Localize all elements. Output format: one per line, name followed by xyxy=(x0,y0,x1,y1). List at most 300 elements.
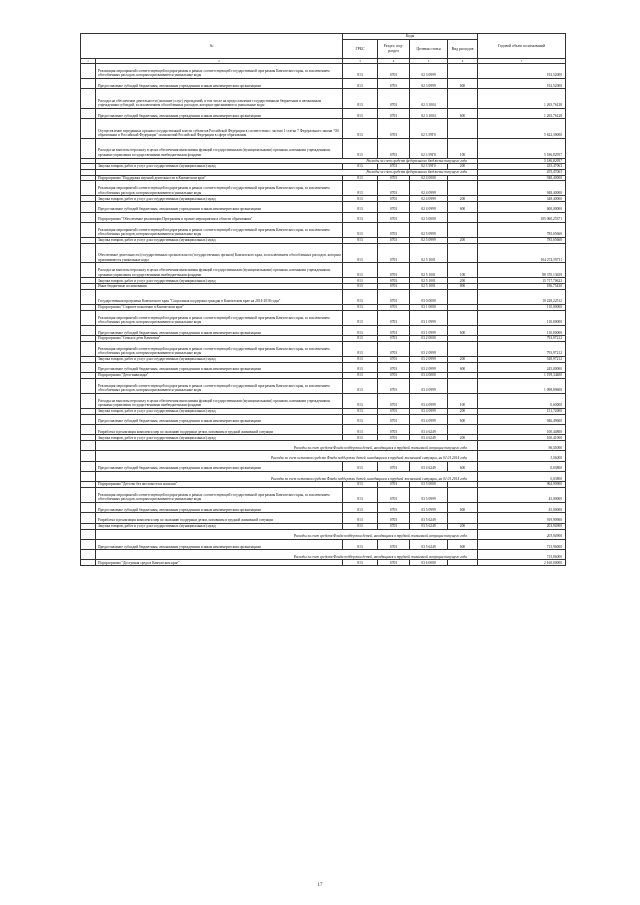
row-expense-type-cell: 600 xyxy=(448,539,478,549)
row-amount-cell: 192,52000 xyxy=(478,79,566,89)
row-expense-type-cell: 100 xyxy=(448,393,478,408)
row-expense-type-cell: 600 xyxy=(448,461,478,471)
row-name-cell: Подпрограмма "Семья и дети Камчатки" xyxy=(96,336,343,342)
row-amount-cell: 203,94900 xyxy=(478,523,566,529)
row-grbs-cell: 813 xyxy=(343,263,378,278)
row-razdel-cell: 0703 xyxy=(378,181,410,196)
row-grbs-cell: 813 xyxy=(343,435,378,441)
row-razdel-cell: 0703 xyxy=(378,539,410,549)
row-target-article-cell: 03 4 0999 xyxy=(410,408,448,414)
row-name-cell: Реализация мероприятий соответствующей подпрограммы в рамках соответствующей государственной программы Камчатского края, за исключением обособленных расходов, которым присваиваются уникальные коды xyxy=(96,222,343,237)
row-amount-cell: 186,75430 xyxy=(478,284,566,290)
table-row xyxy=(81,310,566,325)
table-row xyxy=(81,461,566,471)
row-grbs-cell: 813 xyxy=(343,243,378,263)
row-name-cell: Предоставление субсидий бюджетным, автономным учреждениям и иным некоммерческим организациям xyxy=(96,539,343,549)
row-name-cell: Подпрограмма "Доступная среда в Камчатском крае" xyxy=(96,560,343,566)
funding-note-amount: 96,55000 xyxy=(478,441,566,451)
row-amount-cell: 110,00000 xyxy=(478,304,566,310)
row-name-cell: Государственная программа Камчатского края "Социальная поддержка граждан в Камчатском крае на 2014-2018 годы" xyxy=(96,289,343,304)
row-expense-type-cell: 100 xyxy=(448,263,478,278)
table-row xyxy=(81,539,566,549)
row-name-cell: Закупка товаров, работ и услуг для государственных (муниципальных) нужд xyxy=(96,523,343,529)
row-name-cell: Расходы на выплаты персоналу в целях обеспечения выполнения функций государственными (муниципальными) органами, казенными учреждениями, органами управления государственными внебюджетными фондами xyxy=(96,263,343,278)
row-target-article-cell: 02 5 1001 xyxy=(410,284,448,290)
table-row xyxy=(81,79,566,89)
funding-note-text: Расходы за счет средств Фонда поддержки детей, находящихся в трудной жизненной ситуации текущего года xyxy=(96,529,478,539)
table-row xyxy=(81,560,566,566)
row-name-cell: Предоставление субсидий бюджетным, автономным учреждениям и иным некоммерческим организациям xyxy=(96,503,343,513)
row-expense-type-cell xyxy=(448,212,478,222)
row-razdel-cell: 0703 xyxy=(378,435,410,441)
header-index: 7 xyxy=(478,59,566,64)
table-row xyxy=(81,503,566,513)
row-amount-cell: 245,00000 xyxy=(478,362,566,372)
row-name-cell: Подпрограмма "Старшее поколение в Камчатском крае" xyxy=(96,304,343,310)
row-name-cell: Закупка товаров, работ и услуг для государственных (муниципальных) нужд xyxy=(96,196,343,202)
row-grbs-cell: 813 xyxy=(343,523,378,529)
row-target-article-cell: 03 4 6249 xyxy=(410,425,448,435)
row-razdel-cell: 0703 xyxy=(378,196,410,202)
row-name-cell: Закупка товаров, работ и услуг для государственных (муниципальных) нужд xyxy=(96,356,343,362)
row-name-cell: Реализация мероприятий соответствующей подпрограммы в рамках соответствующей государственной программы Камчатского края, за исключением обособленных расходов, которым присваиваются уникальные коды xyxy=(96,378,343,393)
row-expense-type-cell xyxy=(448,560,478,566)
row-amount-cell: 0,03800 xyxy=(478,461,566,471)
row-razdel-cell: 0703 xyxy=(378,175,410,181)
row-number-cell xyxy=(81,310,96,325)
row-expense-type-cell: 200 xyxy=(448,164,478,170)
row-expense-type-cell: 600 xyxy=(448,202,478,212)
row-grbs-cell: 813 xyxy=(343,341,378,356)
funding-note-amount: 435,47063 xyxy=(478,169,566,175)
row-amount-cell: 1 265,76128 xyxy=(478,89,566,109)
row-razdel-cell: 0703 xyxy=(378,325,410,335)
row-target-article-cell: 03 1 0999 xyxy=(410,310,448,325)
table-row xyxy=(81,362,566,372)
funding-note-row xyxy=(81,451,566,461)
header-expense-type: Вид расходов xyxy=(448,40,478,59)
row-amount-cell: 1 265,76128 xyxy=(478,108,566,118)
row-amount-cell: 793,97212 xyxy=(478,336,566,342)
row-expense-type-cell xyxy=(448,64,478,79)
row-name-cell: Разработка и реализация комплекса мер по оказанию поддержки детям, попавшим в трудной жизненной ситуации xyxy=(96,513,343,523)
row-amount-cell: 919,90900 xyxy=(478,513,566,523)
row-razdel-cell: 0703 xyxy=(378,304,410,310)
table-row xyxy=(81,378,566,393)
table-row xyxy=(81,181,566,196)
funding-note-text: Расходы за счет остатков средств Фонда поддержки детей, находящихся в трудной жизненной ситуации, на 01.01.2014 года xyxy=(96,472,478,482)
row-number-cell xyxy=(81,119,96,139)
row-grbs-cell: 813 xyxy=(343,304,378,310)
row-target-article-cell: 03 5 6249 xyxy=(410,513,448,523)
row-target-article-cell: 02 3 59Г0 xyxy=(410,164,448,170)
row-grbs-cell: 813 xyxy=(343,222,378,237)
row-razdel-cell: 0703 xyxy=(378,278,410,284)
row-number-cell xyxy=(81,325,96,335)
row-razdel-cell: 0703 xyxy=(378,560,410,566)
funding-note-amount: 3,56000 xyxy=(478,451,566,461)
row-name-cell: Подпрограмма "Обеспечение реализации Программы и прочие мероприятия в области образования" xyxy=(96,212,343,222)
row-expense-type-cell: 200 xyxy=(448,196,478,202)
row-amount-cell: 785,65660 xyxy=(478,222,566,237)
row-name-cell: Предоставление субсидий бюджетным, автономным учреждениям и иным некоммерческим организациям xyxy=(96,202,343,212)
row-name-cell: Предоставление субсидий бюджетным, автономным учреждениям и иным некоммерческим организациям xyxy=(96,79,343,89)
funding-note-text: Расходы за счет средств федерального бюджета текущего года xyxy=(96,169,478,175)
row-razdel-cell: 0703 xyxy=(378,356,410,362)
row-name-cell: Закупка товаров, работ и услуг для государственных (муниципальных) нужд xyxy=(96,408,343,414)
row-name-cell: Закупка товаров, работ и услуг для государственных (муниципальных) нужд xyxy=(96,435,343,441)
row-razdel-cell: 0703 xyxy=(378,64,410,79)
row-grbs-cell: 813 xyxy=(343,325,378,335)
row-expense-type-cell: 600 xyxy=(448,414,478,424)
header-grbs: ГРБС xyxy=(343,40,378,59)
row-razdel-cell: 0703 xyxy=(378,284,410,290)
row-expense-type-cell: 600 xyxy=(448,503,478,513)
funding-note-amount: 5 186,82957 xyxy=(478,158,566,164)
header-index: 4 xyxy=(378,59,410,64)
row-razdel-cell: 0703 xyxy=(378,461,410,471)
row-target-article-cell: 02 4 0000 xyxy=(410,175,448,181)
row-expense-type-cell xyxy=(448,341,478,356)
table-row xyxy=(81,64,566,79)
row-number-cell xyxy=(81,378,96,393)
row-target-article-cell: 02 5 0999 xyxy=(410,237,448,243)
row-target-article-cell: 03 4 0999 xyxy=(410,378,448,393)
row-amount-cell: 600,00000 xyxy=(478,202,566,212)
table-row xyxy=(81,222,566,237)
row-amount-cell: 1 199,34400 xyxy=(478,373,566,379)
row-name-cell: Разработка и реализация комплекса мер по оказанию поддержки детям, попавшим в трудной жизненной ситуации xyxy=(96,425,343,435)
row-number-cell xyxy=(81,289,96,304)
row-number-cell xyxy=(81,202,96,212)
row-number-cell xyxy=(81,472,96,482)
row-number-cell xyxy=(81,461,96,471)
row-grbs-cell: 813 xyxy=(343,560,378,566)
row-expense-type-cell xyxy=(448,310,478,325)
row-grbs-cell: 813 xyxy=(343,164,378,170)
funding-note-row xyxy=(81,529,566,539)
row-razdel-cell: 0703 xyxy=(378,289,410,304)
row-expense-type-cell: 200 xyxy=(448,435,478,441)
row-expense-type-cell: 600 xyxy=(448,362,478,372)
funding-note-text: Расходы за счет остатков средств Фонда поддержки детей, находящихся в трудной жизненной ситуации, на 01.01.2014 года xyxy=(96,451,478,461)
row-razdel-cell: 0703 xyxy=(378,263,410,278)
header-annual-volume: Годовой объем ассигнований xyxy=(478,34,566,59)
row-amount-cell: 105 060,25371 xyxy=(478,212,566,222)
row-name-cell: Предоставление субсидий бюджетным, автономным учреждениям и иным некоммерческим организациям xyxy=(96,414,343,424)
row-name-cell: Закупка товаров, работ и услуг для государственных (муниципальных) нужд xyxy=(96,164,343,170)
row-amount-cell: 948,40000 xyxy=(478,175,566,181)
row-amount-cell: 435,47063 xyxy=(478,164,566,170)
row-amount-cell: 192,52000 xyxy=(478,64,566,79)
row-target-article-cell: 02 5 1001 xyxy=(410,243,448,263)
funding-note-amount: 203,94900 xyxy=(478,529,566,539)
row-amount-cell: 2 160,00000 xyxy=(478,560,566,566)
row-amount-cell: 15 717,70622 xyxy=(478,278,566,284)
funding-note-amount: 715,96000 xyxy=(478,550,566,560)
budget-table-sheet xyxy=(80,33,565,566)
table-row xyxy=(81,341,566,356)
table-row xyxy=(81,263,566,278)
row-name-cell: Предоставление субсидий бюджетным, автономным учреждениям и иным некоммерческим организациям xyxy=(96,461,343,471)
row-grbs-cell: 813 xyxy=(343,79,378,89)
row-expense-type-cell: 200 xyxy=(448,237,478,243)
row-expense-type-cell xyxy=(448,378,478,393)
row-target-article-cell: 02 3 1004 xyxy=(410,108,448,118)
table-row xyxy=(81,108,566,118)
row-razdel-cell: 0703 xyxy=(378,79,410,89)
row-amount-cell: 948,40000 xyxy=(478,181,566,196)
row-number-cell xyxy=(81,425,96,435)
row-number-cell xyxy=(81,263,96,278)
row-number-cell xyxy=(81,539,96,549)
row-number-cell xyxy=(81,414,96,424)
row-number-cell xyxy=(81,550,96,560)
row-name-cell: Подпрограмма "Дети-инвалиды" xyxy=(96,373,343,379)
row-razdel-cell: 0703 xyxy=(378,243,410,263)
row-amount-cell: 10 228,22512 xyxy=(478,289,566,304)
row-number-cell xyxy=(81,441,96,451)
row-grbs-cell: 813 xyxy=(343,64,378,79)
row-expense-type-cell xyxy=(448,89,478,109)
funding-note-row xyxy=(81,441,566,451)
row-amount-cell: 110,00000 xyxy=(478,325,566,335)
row-target-article-cell: 02 5 1001 xyxy=(410,278,448,284)
row-grbs-cell: 813 xyxy=(343,503,378,513)
row-razdel-cell: 0703 xyxy=(378,482,410,488)
row-razdel-cell: 0703 xyxy=(378,373,410,379)
row-name-cell: Расходы на выплаты персоналу в целях обеспечения выполнения функций государственными (муниципальными) органами, казенными учреждениями, органами управления государственными внебюджетными фондами xyxy=(96,393,343,408)
row-razdel-cell: 0703 xyxy=(378,523,410,529)
row-name-cell: Предоставление субсидий бюджетным, автономным учреждениям и иным некоммерческим организациям xyxy=(96,362,343,372)
row-expense-type-cell xyxy=(448,488,478,503)
row-grbs-cell: 813 xyxy=(343,513,378,523)
row-name-cell: Предоставление субсидий бюджетным, автономным учреждениям и иным некоммерческим организациям xyxy=(96,325,343,335)
row-razdel-cell: 0703 xyxy=(378,408,410,414)
row-grbs-cell: 813 xyxy=(343,539,378,549)
row-amount-cell: 5 186,82957 xyxy=(478,138,566,158)
row-expense-type-cell xyxy=(448,513,478,523)
funding-note-amount: 0,03800 xyxy=(478,472,566,482)
row-grbs-cell: 813 xyxy=(343,310,378,325)
row-target-article-cell: 02 5 0000 xyxy=(410,212,448,222)
header-codes: Коды xyxy=(343,34,478,40)
row-razdel-cell: 0703 xyxy=(378,488,410,503)
row-name-cell: Предоставление субсидий бюджетным, автономным учреждениям и иным некоммерческим организациям xyxy=(96,108,343,118)
row-razdel-cell: 0703 xyxy=(378,138,410,158)
row-razdel-cell: 0703 xyxy=(378,513,410,523)
row-grbs-cell: 813 xyxy=(343,175,378,181)
row-grbs-cell: 813 xyxy=(343,336,378,342)
row-razdel-cell: 0703 xyxy=(378,237,410,243)
funding-note-row xyxy=(81,550,566,560)
row-number-cell xyxy=(81,222,96,237)
row-expense-type-cell: 800 xyxy=(448,284,478,290)
row-name-cell: Реализация мероприятий соответствующей подпрограммы в рамках соответствующей государственной программы Камчатского края, за исключением обособленных расходов, которым присваиваются уникальные коды xyxy=(96,488,343,503)
row-number-cell xyxy=(81,513,96,523)
row-expense-type-cell: 600 xyxy=(448,79,478,89)
row-amount-cell: 964,90900 xyxy=(478,482,566,488)
row-number-cell xyxy=(81,488,96,503)
row-expense-type-cell xyxy=(448,222,478,237)
row-grbs-cell: 813 xyxy=(343,378,378,393)
row-name-cell: Расходы на выплаты персоналу в целях обеспечения выполнения функций государственными (муниципальными) органами, казенными учреждениями, органами управления государственными внебюджетными фондами xyxy=(96,138,343,158)
row-expense-type-cell: 200 xyxy=(448,356,478,362)
row-target-article-cell: 03 1 0000 xyxy=(410,304,448,310)
table-row xyxy=(81,202,566,212)
row-grbs-cell: 813 xyxy=(343,108,378,118)
row-number-cell xyxy=(81,138,96,158)
row-expense-type-cell xyxy=(448,425,478,435)
row-number-cell xyxy=(81,529,96,539)
row-expense-type-cell xyxy=(448,181,478,196)
header-index: 1 xyxy=(81,59,96,64)
row-number-cell xyxy=(81,362,96,372)
row-target-article-cell: 03 5 6249 xyxy=(410,523,448,529)
row-grbs-cell: 813 xyxy=(343,138,378,158)
row-grbs-cell: 813 xyxy=(343,461,378,471)
row-name-cell: Реализация мероприятий соответствующей подпрограммы в рамках соответствующей государственной программы Камчатского края, за исключением обособленных расходов, которым присваиваются уникальные коды xyxy=(96,310,343,325)
row-grbs-cell: 813 xyxy=(343,408,378,414)
row-number-cell xyxy=(81,341,96,356)
row-amount-cell: 88 370,13659 xyxy=(478,263,566,278)
row-grbs-cell: 813 xyxy=(343,196,378,202)
row-expense-type-cell xyxy=(448,289,478,304)
row-target-article-cell: 02 3 0999 xyxy=(410,64,448,79)
table-row xyxy=(81,513,566,523)
table-body xyxy=(81,64,566,566)
header-index: 2 xyxy=(96,59,343,64)
row-target-article-cell: 03 5 0999 xyxy=(410,503,448,513)
row-grbs-cell: 813 xyxy=(343,284,378,290)
row-amount-cell: 45,00000 xyxy=(478,488,566,503)
row-amount-cell: 785,65660 xyxy=(478,237,566,243)
row-number-cell xyxy=(81,243,96,263)
row-target-article-cell: 02 5 1001 xyxy=(410,263,448,278)
row-amount-cell: 100,41000 xyxy=(478,435,566,441)
row-number-cell xyxy=(81,89,96,109)
table-row xyxy=(81,243,566,263)
row-target-article-cell: 03 4 0999 xyxy=(410,393,448,408)
table-row xyxy=(81,425,566,435)
row-target-article-cell: 02 3 59Г0 xyxy=(410,138,448,158)
row-razdel-cell: 0703 xyxy=(378,212,410,222)
table-row xyxy=(81,325,566,335)
row-amount-cell: 1 098,89600 xyxy=(478,378,566,393)
row-amount-cell: 104 274,59711 xyxy=(478,243,566,263)
row-target-article-cell: 03 4 6249 xyxy=(410,461,448,471)
row-target-article-cell: 03 2 0999 xyxy=(410,362,448,372)
row-razdel-cell: 0703 xyxy=(378,378,410,393)
table-row xyxy=(81,212,566,222)
row-grbs-cell: 813 xyxy=(343,289,378,304)
row-name-cell: Реализация мероприятий соответствующей подпрограммы в рамках соответствующей государственной программы Камчатского края, за исключением обособленных расходов, которым присваиваются уникальные коды xyxy=(96,341,343,356)
row-grbs-cell: 813 xyxy=(343,414,378,424)
row-target-article-cell: 03 1 0999 xyxy=(410,325,448,335)
row-name-cell: Закупка товаров, работ и услуг для государственных (муниципальных) нужд xyxy=(96,237,343,243)
row-grbs-cell: 813 xyxy=(343,393,378,408)
row-expense-type-cell: 600 xyxy=(448,325,478,335)
funding-note-row xyxy=(81,472,566,482)
row-target-article-cell: 03 6 0000 xyxy=(410,560,448,566)
row-razdel-cell: 0703 xyxy=(378,341,410,356)
row-name-cell: Закупка товаров, работ и услуг для государственных (муниципальных) нужд xyxy=(96,278,343,284)
row-target-article-cell: 03 5 0999 xyxy=(410,488,448,503)
row-razdel-cell: 0703 xyxy=(378,119,410,139)
row-grbs-cell: 813 xyxy=(343,237,378,243)
row-number-cell xyxy=(81,181,96,196)
header-number: № xyxy=(81,34,343,59)
row-amount-cell: 0,60000 xyxy=(478,393,566,408)
row-target-article-cell: 02 3 59Г0 xyxy=(410,119,448,139)
header-razdel: Раздел, под-раздел xyxy=(378,40,410,59)
row-expense-type-cell xyxy=(448,243,478,263)
funding-note-text: Расходы за счет средств федерального бюджета текущего года xyxy=(96,158,478,164)
row-target-article-cell: 03 4 6249 xyxy=(410,435,448,441)
row-target-article-cell: 02 4 0999 xyxy=(410,181,448,196)
row-amount-cell: 946,49600 xyxy=(478,414,566,424)
row-target-article-cell: 03 4 0999 xyxy=(410,414,448,424)
header-target-article: Целевая статья xyxy=(410,40,448,59)
row-target-article-cell: 03 0 0000 xyxy=(410,289,448,304)
row-target-article-cell: 02 5 0999 xyxy=(410,222,448,237)
row-razdel-cell: 0703 xyxy=(378,310,410,325)
row-razdel-cell: 0703 xyxy=(378,202,410,212)
header-index: 3 xyxy=(343,59,378,64)
header-index: 5 xyxy=(410,59,448,64)
table-row xyxy=(81,138,566,158)
row-grbs-cell: 813 xyxy=(343,425,378,435)
row-amount-cell: 793,97212 xyxy=(478,341,566,356)
table-row xyxy=(81,414,566,424)
row-target-article-cell: 03 2 0000 xyxy=(410,336,448,342)
row-amount-cell: 45,00000 xyxy=(478,503,566,513)
row-grbs-cell: 813 xyxy=(343,488,378,503)
table-row xyxy=(81,119,566,139)
table-row xyxy=(81,488,566,503)
row-name-cell: Реализация мероприятий соответствующей подпрограммы в рамках соответствующей государственной программы Камчатского края, за исключением обособленных расходов, которым присваиваются уникальные коды xyxy=(96,181,343,196)
row-grbs-cell: 813 xyxy=(343,202,378,212)
row-target-article-cell: 03 4 0000 xyxy=(410,373,448,379)
row-grbs-cell: 813 xyxy=(343,373,378,379)
row-razdel-cell: 0703 xyxy=(378,425,410,435)
row-target-article-cell: 03 2 0999 xyxy=(410,341,448,356)
budget-table xyxy=(80,33,566,566)
row-target-article-cell: 03 5 0000 xyxy=(410,482,448,488)
row-expense-type-cell: 200 xyxy=(448,408,478,414)
row-grbs-cell: 813 xyxy=(343,482,378,488)
row-name-cell: Иные бюджетные ассигнования xyxy=(96,284,343,290)
row-target-article-cell: 03 2 0999 xyxy=(410,356,448,362)
row-grbs-cell: 813 xyxy=(343,119,378,139)
row-name-cell: Подпрограмма "Поддержка научной деятельности в Камчатском крае" xyxy=(96,175,343,181)
row-number-cell xyxy=(81,79,96,89)
row-number-cell xyxy=(81,451,96,461)
row-amount-cell: 151,72000 xyxy=(478,408,566,414)
row-grbs-cell: 813 xyxy=(343,89,378,109)
table-row xyxy=(81,89,566,109)
row-amount-cell: 348,40000 xyxy=(478,196,566,202)
row-number-cell xyxy=(81,393,96,408)
row-razdel-cell: 0703 xyxy=(378,336,410,342)
table-row xyxy=(81,289,566,304)
row-razdel-cell: 0703 xyxy=(378,222,410,237)
row-target-article-cell: 02 4 0999 xyxy=(410,202,448,212)
funding-note-text: Расходы за счет средств Фонда поддержки детей, находящихся в трудной жизненной ситуации текущего года xyxy=(96,441,478,451)
row-razdel-cell: 0703 xyxy=(378,414,410,424)
row-amount-cell: 715,96000 xyxy=(478,539,566,549)
header-index: 6 xyxy=(448,59,478,64)
